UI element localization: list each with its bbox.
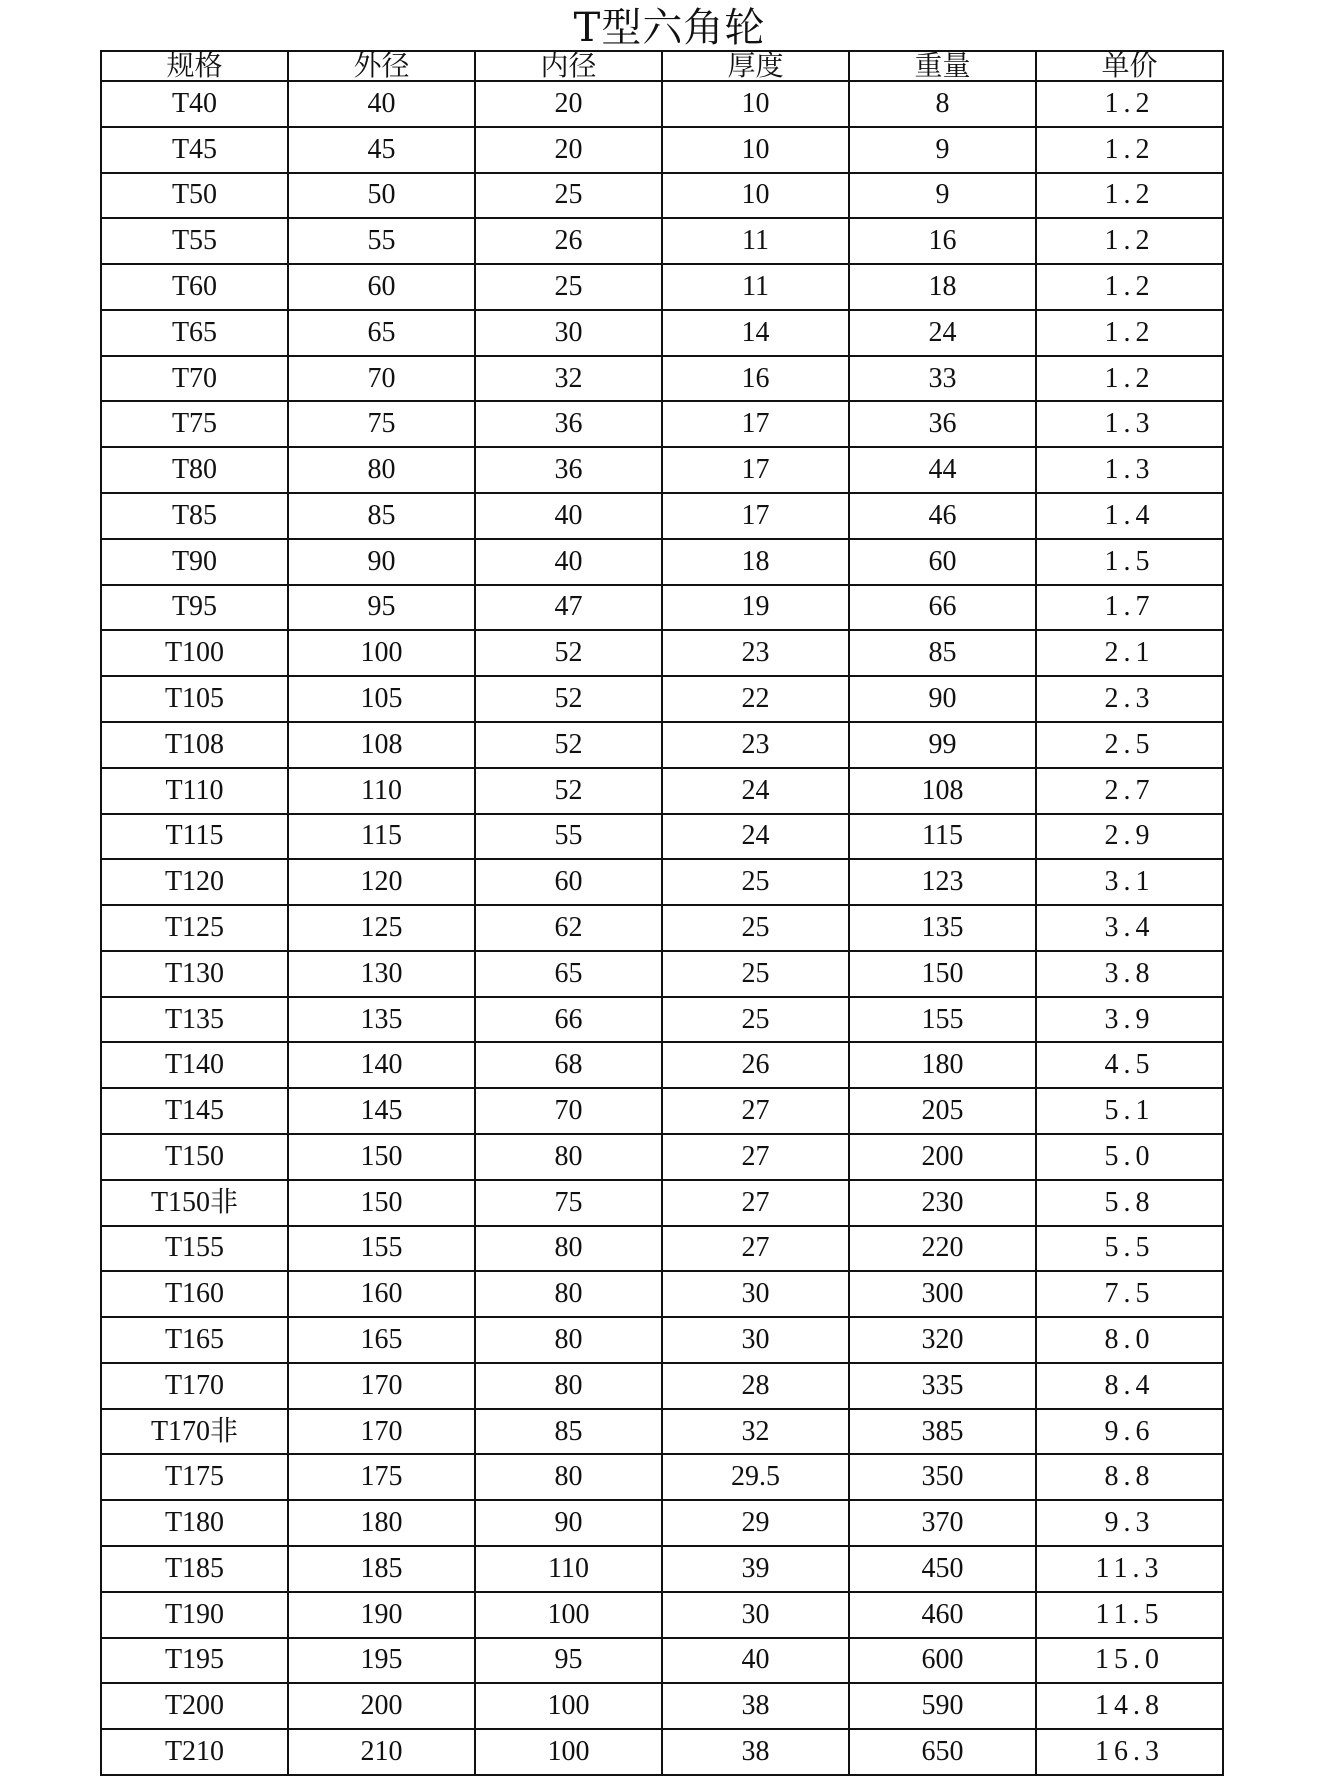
table-cell: 70	[288, 356, 475, 402]
table-cell: 195	[288, 1638, 475, 1684]
table-cell: 60	[288, 264, 475, 310]
table-cell: 18	[662, 539, 849, 585]
table-cell: 1.3	[1036, 447, 1223, 493]
table-cell: T135	[101, 997, 288, 1043]
table-cell: 8.4	[1036, 1363, 1223, 1409]
table-cell: 150	[849, 951, 1036, 997]
table-cell: 220	[849, 1226, 1036, 1272]
table-cell: 80	[288, 447, 475, 493]
table-row	[101, 1042, 1223, 1088]
column-header: 单价	[1036, 51, 1223, 81]
table-cell: T115	[101, 814, 288, 860]
table-cell: 2.5	[1036, 722, 1223, 768]
table-cell: 85	[288, 493, 475, 539]
table-cell: 590	[849, 1683, 1036, 1729]
table-cell: 8.0	[1036, 1317, 1223, 1363]
table-row	[101, 173, 1223, 219]
table-row	[101, 1638, 1223, 1684]
table-cell: 90	[475, 1500, 662, 1546]
table-cell: 80	[475, 1454, 662, 1500]
table-row	[101, 1500, 1223, 1546]
table-row	[101, 1088, 1223, 1134]
table-cell: 2.9	[1036, 814, 1223, 860]
table-cell: 28	[662, 1363, 849, 1409]
column-header: 内径	[475, 51, 662, 81]
table-cell: 23	[662, 722, 849, 768]
table-row	[101, 630, 1223, 676]
table-cell: 60	[849, 539, 1036, 585]
table-cell: 24	[662, 768, 849, 814]
table-cell: T40	[101, 81, 288, 127]
table-cell: T110	[101, 768, 288, 814]
table-cell: 11.3	[1036, 1546, 1223, 1592]
table-cell: 1.2	[1036, 310, 1223, 356]
table-row	[101, 127, 1223, 173]
table-cell: 3.8	[1036, 951, 1223, 997]
table-cell: T145	[101, 1088, 288, 1134]
table-cell: 25	[662, 997, 849, 1043]
table-cell: 5.0	[1036, 1134, 1223, 1180]
table-cell: 1.7	[1036, 585, 1223, 631]
table-cell: 108	[849, 768, 1036, 814]
table-row	[101, 447, 1223, 493]
table-cell: 600	[849, 1638, 1036, 1684]
table-cell: 110	[475, 1546, 662, 1592]
table-cell: 99	[849, 722, 1036, 768]
column-header: 规格	[101, 51, 288, 81]
spec-table	[100, 50, 1224, 1776]
table-cell: 30	[662, 1592, 849, 1638]
table-row	[101, 676, 1223, 722]
table-cell: 23	[662, 630, 849, 676]
table-cell: 16	[662, 356, 849, 402]
table-cell: T210	[101, 1729, 288, 1775]
table-cell: 3.1	[1036, 859, 1223, 905]
table-cell: 30	[662, 1317, 849, 1363]
table-cell: 150	[288, 1180, 475, 1226]
table-cell: T150	[101, 1134, 288, 1180]
table-row	[101, 951, 1223, 997]
table-cell: T175	[101, 1454, 288, 1500]
table-cell: 115	[849, 814, 1036, 860]
table-cell: 10	[662, 173, 849, 219]
table-cell: 300	[849, 1271, 1036, 1317]
column-header: 厚度	[662, 51, 849, 81]
table-cell: 38	[662, 1729, 849, 1775]
table-cell: 1.2	[1036, 81, 1223, 127]
table-cell: 55	[288, 218, 475, 264]
table-cell: 150	[288, 1134, 475, 1180]
table-cell: 90	[288, 539, 475, 585]
table-cell: 24	[662, 814, 849, 860]
table-cell: 100	[475, 1729, 662, 1775]
table-cell: T170非	[101, 1409, 288, 1455]
table-row	[101, 218, 1223, 264]
table-cell: 40	[475, 493, 662, 539]
table-cell: 60	[475, 859, 662, 905]
table-row	[101, 81, 1223, 127]
table-cell: T130	[101, 951, 288, 997]
table-cell: 40	[662, 1638, 849, 1684]
table-cell: 95	[288, 585, 475, 631]
table-cell: 75	[288, 401, 475, 447]
table-cell: 25	[475, 173, 662, 219]
table-cell: 11	[662, 264, 849, 310]
table-cell: 33	[849, 356, 1036, 402]
table-row	[101, 1454, 1223, 1500]
table-cell: 9	[849, 127, 1036, 173]
table-row	[101, 401, 1223, 447]
table-cell: 25	[475, 264, 662, 310]
table-cell: 10	[662, 127, 849, 173]
table-cell: T70	[101, 356, 288, 402]
table-cell: 27	[662, 1088, 849, 1134]
table-row	[101, 1683, 1223, 1729]
table-cell: 24	[849, 310, 1036, 356]
table-cell: 9	[849, 173, 1036, 219]
table-cell: 130	[288, 951, 475, 997]
table-cell: 10	[662, 81, 849, 127]
table-cell: 1.2	[1036, 218, 1223, 264]
table-cell: 100	[288, 630, 475, 676]
table-cell: 40	[475, 539, 662, 585]
table-cell: 80	[475, 1317, 662, 1363]
table-cell: 52	[475, 676, 662, 722]
table-row	[101, 585, 1223, 631]
table-cell: 1.2	[1036, 173, 1223, 219]
table-cell: 135	[288, 997, 475, 1043]
table-body	[101, 81, 1223, 1775]
table-cell: T195	[101, 1638, 288, 1684]
table-cell: 47	[475, 585, 662, 631]
table-cell: 65	[288, 310, 475, 356]
table-cell: 85	[475, 1409, 662, 1455]
table-row	[101, 264, 1223, 310]
table-cell: 350	[849, 1454, 1036, 1500]
table-cell: T185	[101, 1546, 288, 1592]
table-cell: 20	[475, 127, 662, 173]
table-cell: 1.3	[1036, 401, 1223, 447]
table-cell: 2.7	[1036, 768, 1223, 814]
table-cell: 155	[849, 997, 1036, 1043]
table-row	[101, 722, 1223, 768]
table-cell: 115	[288, 814, 475, 860]
table-cell: 110	[288, 768, 475, 814]
table-cell: T165	[101, 1317, 288, 1363]
table-cell: T100	[101, 630, 288, 676]
table-row	[101, 905, 1223, 951]
table-cell: T90	[101, 539, 288, 585]
table-row	[101, 1226, 1223, 1272]
table-cell: 175	[288, 1454, 475, 1500]
table-cell: 66	[475, 997, 662, 1043]
table-cell: 27	[662, 1180, 849, 1226]
table-cell: 370	[849, 1500, 1036, 1546]
table-cell: 108	[288, 722, 475, 768]
table-cell: 14	[662, 310, 849, 356]
table-cell: 26	[662, 1042, 849, 1088]
table-cell: 95	[475, 1638, 662, 1684]
table-cell: 105	[288, 676, 475, 722]
table-row	[101, 768, 1223, 814]
table-cell: 8	[849, 81, 1036, 127]
table-cell: 65	[475, 951, 662, 997]
table-row	[101, 1317, 1223, 1363]
table-cell: 11	[662, 218, 849, 264]
table-cell: T190	[101, 1592, 288, 1638]
table-cell: 4.5	[1036, 1042, 1223, 1088]
table-cell: 180	[849, 1042, 1036, 1088]
table-row	[101, 356, 1223, 402]
table-cell: 200	[849, 1134, 1036, 1180]
table-cell: 3.4	[1036, 905, 1223, 951]
table-row	[101, 493, 1223, 539]
table-cell: 16	[849, 218, 1036, 264]
table-cell: 155	[288, 1226, 475, 1272]
table-row	[101, 539, 1223, 585]
table-cell: 18	[849, 264, 1036, 310]
table-cell: 16.3	[1036, 1729, 1223, 1775]
table-cell: 46	[849, 493, 1036, 539]
table-cell: 7.5	[1036, 1271, 1223, 1317]
table-row	[101, 1592, 1223, 1638]
table-cell: 170	[288, 1363, 475, 1409]
table-cell: 9.3	[1036, 1500, 1223, 1546]
table-cell: 190	[288, 1592, 475, 1638]
table-row	[101, 1134, 1223, 1180]
table-cell: 210	[288, 1729, 475, 1775]
table-cell: 11.5	[1036, 1592, 1223, 1638]
table-cell: 32	[662, 1409, 849, 1455]
table-cell: T45	[101, 127, 288, 173]
table-cell: 80	[475, 1271, 662, 1317]
table-cell: 36	[475, 401, 662, 447]
table-row	[101, 814, 1223, 860]
table-cell: 25	[662, 905, 849, 951]
table-cell: 450	[849, 1546, 1036, 1592]
table-cell: 20	[475, 81, 662, 127]
table-cell: 230	[849, 1180, 1036, 1226]
table-cell: 205	[849, 1088, 1036, 1134]
table-cell: 1.5	[1036, 539, 1223, 585]
table-cell: 5.1	[1036, 1088, 1223, 1134]
table-row	[101, 310, 1223, 356]
table-cell: 3.9	[1036, 997, 1223, 1043]
table-cell: 165	[288, 1317, 475, 1363]
table-cell: 145	[288, 1088, 475, 1134]
table-cell: 1.2	[1036, 356, 1223, 402]
table-cell: 90	[849, 676, 1036, 722]
table-cell: T180	[101, 1500, 288, 1546]
table-row	[101, 1546, 1223, 1592]
table-cell: T125	[101, 905, 288, 951]
page-title: T型六角轮	[573, 5, 766, 51]
table-cell: 200	[288, 1683, 475, 1729]
table-cell: 32	[475, 356, 662, 402]
table-cell: 8.8	[1036, 1454, 1223, 1500]
table-cell: 1.2	[1036, 264, 1223, 310]
table-cell: 39	[662, 1546, 849, 1592]
table-cell: 36	[475, 447, 662, 493]
table-cell: 29.5	[662, 1454, 849, 1500]
table-row	[101, 1363, 1223, 1409]
table-cell: 75	[475, 1180, 662, 1226]
table-row	[101, 997, 1223, 1043]
table-cell: 30	[475, 310, 662, 356]
table-cell: 185	[288, 1546, 475, 1592]
table-cell: 17	[662, 493, 849, 539]
table-cell: 335	[849, 1363, 1036, 1409]
table-cell: 100	[475, 1592, 662, 1638]
table-cell: 180	[288, 1500, 475, 1546]
column-header: 外径	[288, 51, 475, 81]
table-cell: T75	[101, 401, 288, 447]
table-cell: 135	[849, 905, 1036, 951]
table-cell: 17	[662, 401, 849, 447]
table-cell: 29	[662, 1500, 849, 1546]
table-cell: 80	[475, 1226, 662, 1272]
table-cell: 80	[475, 1363, 662, 1409]
table-row	[101, 1271, 1223, 1317]
table-row	[101, 1729, 1223, 1775]
table-cell: 9.6	[1036, 1409, 1223, 1455]
table-cell: 62	[475, 905, 662, 951]
table-cell: 100	[475, 1683, 662, 1729]
table-cell: 22	[662, 676, 849, 722]
table-cell: 160	[288, 1271, 475, 1317]
table-cell: 80	[475, 1134, 662, 1180]
table-cell: 2.3	[1036, 676, 1223, 722]
table-cell: 40	[288, 81, 475, 127]
table-cell: T120	[101, 859, 288, 905]
table-cell: 170	[288, 1409, 475, 1455]
table-cell: T170	[101, 1363, 288, 1409]
table-cell: 125	[288, 905, 475, 951]
table-cell: T50	[101, 173, 288, 219]
table-cell: 25	[662, 951, 849, 997]
table-cell: 52	[475, 722, 662, 768]
table-cell: 320	[849, 1317, 1036, 1363]
table-cell: T155	[101, 1226, 288, 1272]
table-cell: 27	[662, 1134, 849, 1180]
table-cell: 52	[475, 630, 662, 676]
table-cell: T85	[101, 493, 288, 539]
table-cell: 650	[849, 1729, 1036, 1775]
table-row	[101, 1409, 1223, 1455]
table-cell: 14.8	[1036, 1683, 1223, 1729]
table-cell: T60	[101, 264, 288, 310]
table-cell: 27	[662, 1226, 849, 1272]
table-cell: 36	[849, 401, 1036, 447]
table-row	[101, 1180, 1223, 1226]
table-cell: T160	[101, 1271, 288, 1317]
table-cell: T150非	[101, 1180, 288, 1226]
table-cell: 68	[475, 1042, 662, 1088]
table-row	[101, 859, 1223, 905]
table-cell: T80	[101, 447, 288, 493]
table-cell: 44	[849, 447, 1036, 493]
column-header: 重量	[849, 51, 1036, 81]
table-cell: 123	[849, 859, 1036, 905]
table-cell: 38	[662, 1683, 849, 1729]
table-cell: 2.1	[1036, 630, 1223, 676]
table-cell: 15.0	[1036, 1638, 1223, 1684]
table-cell: T140	[101, 1042, 288, 1088]
table-cell: T55	[101, 218, 288, 264]
table-cell: 55	[475, 814, 662, 860]
table-cell: 5.5	[1036, 1226, 1223, 1272]
table-header-row	[101, 51, 1223, 81]
table-cell: 460	[849, 1592, 1036, 1638]
table-cell: 385	[849, 1409, 1036, 1455]
table-cell: 52	[475, 768, 662, 814]
table-cell: T65	[101, 310, 288, 356]
table-cell: 66	[849, 585, 1036, 631]
table-cell: 26	[475, 218, 662, 264]
table-cell: 19	[662, 585, 849, 631]
table-cell: 1.4	[1036, 493, 1223, 539]
table-cell: 25	[662, 859, 849, 905]
table-cell: 120	[288, 859, 475, 905]
table-cell: 85	[849, 630, 1036, 676]
table-cell: 45	[288, 127, 475, 173]
table-cell: T200	[101, 1683, 288, 1729]
table-cell: T108	[101, 722, 288, 768]
table-cell: 30	[662, 1271, 849, 1317]
table-cell: 1.2	[1036, 127, 1223, 173]
table-cell: T105	[101, 676, 288, 722]
table-cell: 5.8	[1036, 1180, 1223, 1226]
table-cell: 140	[288, 1042, 475, 1088]
table-cell: 50	[288, 173, 475, 219]
table-cell: 70	[475, 1088, 662, 1134]
table-cell: 17	[662, 447, 849, 493]
table-cell: T95	[101, 585, 288, 631]
